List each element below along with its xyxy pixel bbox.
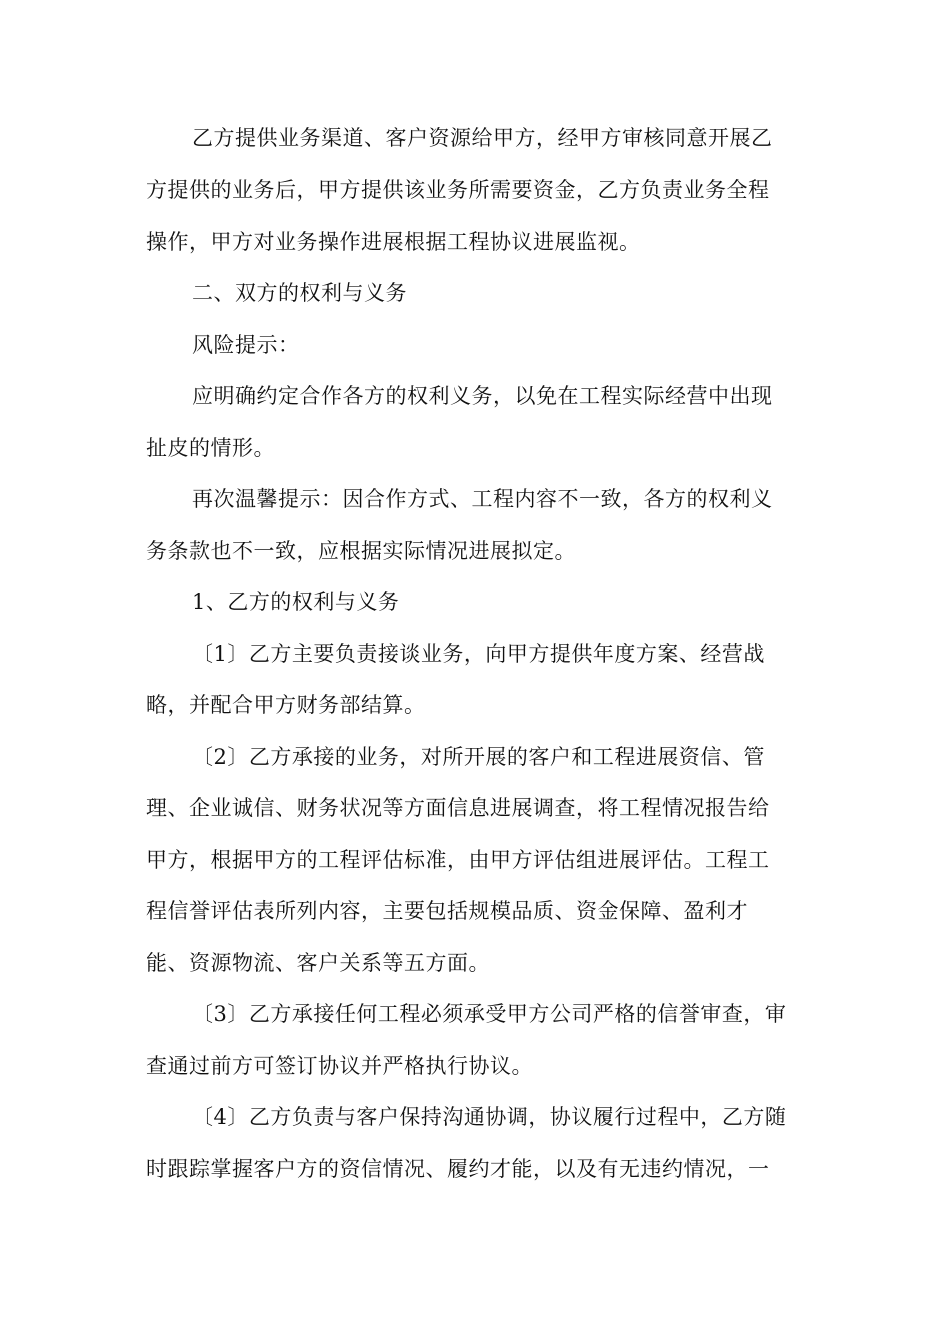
subsection-heading: 1、乙方的权利与义务 bbox=[192, 590, 400, 614]
list-item-line: 时跟踪掌握客户方的资信情况、履约才能，以及有无违约情况，一 bbox=[146, 1157, 770, 1181]
paragraph-line: 务条款也不一致，应根据实际情况进展拟定。 bbox=[146, 539, 576, 563]
paragraph-line: 再次温馨提示：因合作方式、工程内容不一致，各方的权利义 bbox=[192, 487, 773, 511]
list-item-line: 理、企业诚信、财务状况等方面信息进展调查，将工程情况报告给 bbox=[146, 796, 770, 820]
paragraph-line: 方提供的业务后，甲方提供该业务所需要资金，乙方负责业务全程 bbox=[146, 178, 770, 202]
list-item-line: 略，并配合甲方财务部结算。 bbox=[146, 693, 426, 717]
list-item-line: 甲方，根据甲方的工程评估标准，由甲方评估组进展评估。工程工 bbox=[146, 848, 770, 872]
list-item-line: 〔4〕乙方负责与客户保持沟通协调，协议履行过程中，乙方随 bbox=[192, 1105, 787, 1129]
risk-note-label: 风险提示： bbox=[192, 333, 300, 357]
paragraph-line: 扯皮的情形。 bbox=[146, 436, 275, 460]
list-item-line: 〔2〕乙方承接的业务，对所开展的客户和工程进展资信、管 bbox=[192, 745, 765, 769]
paragraph-line: 操作，甲方对业务操作进展根据工程协议进展监视。 bbox=[146, 230, 641, 254]
paragraph-line: 乙方提供业务渠道、客户资源给甲方，经甲方审核同意开展乙 bbox=[192, 126, 773, 150]
list-item-line: 查通过前方可签订协议并严格执行协议。 bbox=[146, 1054, 533, 1078]
list-item-line: 〔1〕乙方主要负责接谈业务，向甲方提供年度方案、经营战 bbox=[192, 642, 765, 666]
section-heading: 二、双方的权利与义务 bbox=[192, 281, 407, 305]
list-item-line: 〔3〕乙方承接任何工程必须承受甲方公司严格的信誉审查，审 bbox=[192, 1002, 787, 1026]
list-item-line: 能、资源物流、客户关系等五方面。 bbox=[146, 951, 490, 975]
list-item-line: 程信誉评估表所列内容，主要包括规模品质、资金保障、盈利才 bbox=[146, 899, 748, 923]
paragraph-line: 应明确约定合作各方的权利义务，以免在工程实际经营中出现 bbox=[192, 384, 773, 408]
